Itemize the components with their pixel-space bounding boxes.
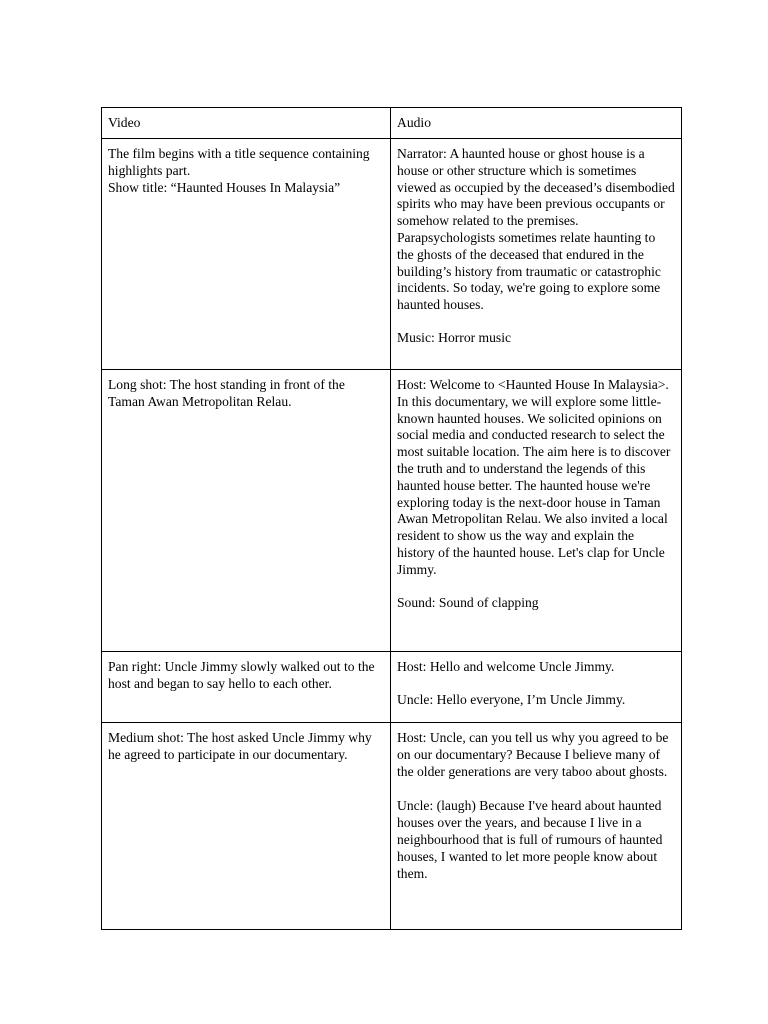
- video-cell: [102, 652, 391, 723]
- audio-text: Host: Uncle, can you tell us why you agreed to be on our documentary? Because I believe many of the older generations are very taboo about ghosts.: [397, 730, 669, 779]
- video-cell: [102, 139, 391, 370]
- script-table: [101, 107, 682, 930]
- video-cell: [102, 723, 391, 930]
- table-row: [102, 370, 682, 652]
- video-text: The film begins with a title sequence containing highlights part. Show title: “Haunted Houses In Malaysia”: [108, 146, 370, 195]
- audio-text: Uncle: Hello everyone, I’m Uncle Jimmy.: [397, 691, 626, 707]
- video-cell: [102, 370, 391, 652]
- table-row: [102, 652, 682, 723]
- video-text: Medium shot: The host asked Uncle Jimmy why he agreed to participate in our documentary.: [108, 730, 372, 762]
- audio-cell: [391, 370, 682, 652]
- table-row: [102, 139, 682, 370]
- audio-text: Sound: Sound of clapping: [397, 594, 539, 610]
- video-text: Pan right: Uncle Jimmy slowly walked out to the host and began to say hello to each other.: [108, 659, 375, 691]
- audio-text: Host: Hello and welcome Uncle Jimmy.: [397, 659, 615, 674]
- header-video: Video: [102, 108, 391, 139]
- audio-cell: [391, 652, 682, 723]
- audio-text: Uncle: (laugh) Because I've heard about haunted houses over the years, and because I live in a neighbourhood that is full of rumours of haunted houses, I wanted to let more people know about them.: [397, 798, 663, 881]
- audio-cell: [391, 723, 682, 930]
- audio-cell: [391, 139, 682, 370]
- audio-text: Narrator: A haunted house or ghost house is a house or other structure which is sometimes viewed as occupied by the deceased’s disembodied spirits who may have been previous occupants or somehow related to the premises. Parapsychologists sometimes relate haunting to the ghosts of the deceased that endured in the building’s history from traumatic or catastrophic incidents. So today, we're going to explore some haunted houses.: [397, 146, 675, 313]
- video-text: Long shot: The host standing in front of the Taman Awan Metropolitan Relau.: [108, 377, 345, 409]
- audio-text: Music: Horror music: [397, 329, 512, 345]
- table-row: [102, 723, 682, 930]
- table-header-row: [102, 108, 682, 139]
- audio-text: Host: Welcome to <Haunted House In Malaysia>. In this documentary, we will explore some little-known haunted houses. We solicited opinions on social media and conducted research to select the most suitable location. The aim here is to discover the truth and to understand the legends of this haunted house better. The haunted house we're exploring today is the next-door house in Taman Awan Metropolitan Relau. We also invited a local resident to show us the way and explain the history of the haunted house. Let's clap for Uncle Jimmy.: [397, 377, 671, 577]
- header-audio: Audio: [391, 108, 682, 139]
